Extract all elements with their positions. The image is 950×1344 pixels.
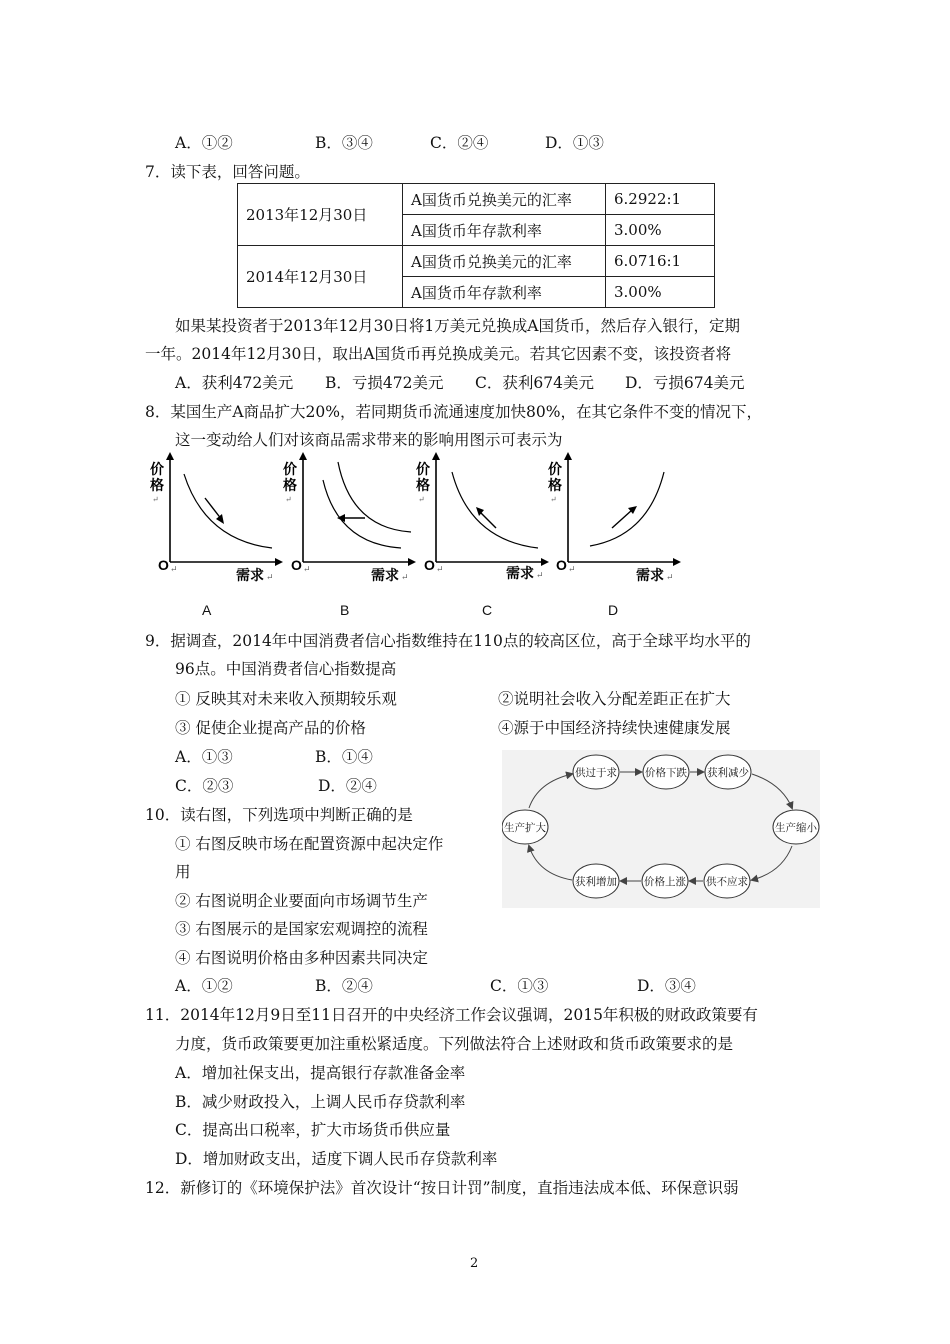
q10-item-4: ④ 右图说明价格由多种因素共同决定 [175, 949, 428, 967]
table-date-cell: 2014年12月30日 [238, 246, 403, 308]
q10-stem: 10．读右图，下列选项中判断正确的是 [145, 806, 413, 824]
q11-option-b: B．减少财政投入，上调人民币存贷款利率 [175, 1093, 466, 1111]
table-value-cell: 3.00% [606, 215, 715, 246]
q9-item-4: ④源于中国经济持续快速健康发展 [498, 719, 731, 737]
q9-option-b: B．①④ [315, 748, 373, 766]
q10-option-c: C．①③ [490, 977, 549, 995]
graph-a-origin-mark: ↵ [170, 565, 178, 575]
q10-item-1-cont: 用 [175, 863, 191, 881]
q11-stem-line-2: 力度，货币政策要更加注重松紧适度。下列做法符合上述财政和货币政策要求的是 [175, 1035, 734, 1053]
market-cycle-diagram [502, 750, 820, 908]
demand-graph-d [548, 452, 683, 582]
graph-c-xlabel-mark: ↵ [536, 571, 544, 581]
q6-option-a: A．①② [175, 134, 233, 152]
graph-c-ylabel-mark: ↵ [418, 495, 425, 504]
cycle-node-undersupply: 供不应求 [706, 876, 748, 888]
page-number: 2 [470, 1256, 479, 1271]
graph-c-ylabel-1: 价 [416, 461, 430, 477]
q7-stem: 7．读下表，回答问题。 [145, 163, 310, 181]
graph-d-ylabel-2: 格 [548, 477, 562, 493]
graph-a-xlabel-mark: ↵ [266, 573, 274, 582]
table-value-cell: 6.0716:1 [606, 246, 715, 277]
q7-text-line-1: 如果某投资者于2013年12月30日将1万美元兑换成A国货币，然后存入银行，定期 [175, 317, 740, 335]
table-value-cell: 3.00% [606, 277, 715, 308]
q7-text-line-2: 一年。2014年12月30日，取出A国货币再兑换成美元。若其它因素不变，该投资者将 [145, 345, 732, 363]
q7-option-c: C．获利674美元 [475, 374, 594, 392]
q9-item-3: ③ 促使企业提高产品的价格 [175, 719, 366, 737]
graph-c-origin: O [424, 557, 435, 573]
q9-option-a: A．①③ [175, 748, 233, 766]
q6-option-b: B．③④ [315, 134, 373, 152]
q9-option-c: C．②③ [175, 777, 234, 795]
graph-a-ylabel-mark: ↵ [152, 495, 159, 504]
q6-option-c: C．②④ [430, 134, 489, 152]
graph-d-origin: O [556, 557, 567, 573]
cycle-node-price-fall: 价格下跌 [645, 767, 687, 779]
graph-d-xlabel-mark: ↵ [666, 573, 674, 582]
graph-d-ylabel-mark: ↵ [550, 495, 557, 504]
cycle-node-oversupply: 供过于求 [575, 767, 617, 779]
q10-item-1: ① 右图反映市场在配置资源中起决定作 [175, 835, 444, 853]
table-value-cell: 6.2922:1 [606, 184, 715, 215]
graph-c-origin-mark: ↵ [436, 565, 444, 575]
q9-option-d: D．②④ [318, 777, 377, 795]
table-date-cell: 2013年12月30日 [238, 184, 403, 246]
graph-d-xlabel: 需求 [636, 567, 664, 582]
graph-b-origin-mark: ↵ [303, 565, 311, 575]
graph-b-ylabel-2: 格 [283, 477, 297, 493]
table-item-cell: A国货币年存款利率 [403, 277, 606, 308]
graph-label-d: D [608, 602, 619, 618]
q11-stem-line-1: 11．2014年12月9日至11日召开的中央经济工作会议强调，2015年积极的财政政策要有 [145, 1006, 758, 1024]
cycle-node-price-rise: 价格上涨 [644, 876, 686, 888]
table-item-cell: A国货币兑换美元的汇率 [403, 246, 606, 277]
graph-a-origin: O [158, 557, 169, 573]
q6-option-d: D．①③ [545, 134, 604, 152]
graph-d-origin-mark: ↵ [568, 565, 576, 575]
graph-a-xlabel: 需求 [236, 567, 264, 582]
q7-option-d: D．亏损674美元 [625, 374, 745, 392]
q7-option-b: B．亏损472美元 [325, 374, 444, 392]
q10-item-2: ② 右图说明企业要面向市场调节生产 [175, 892, 428, 910]
q8-stem-line-2: 这一变动给人们对该商品需求带来的影响用图示可表示为 [175, 431, 563, 449]
graph-label-c: C [482, 602, 493, 618]
graph-label-b: B [340, 602, 350, 618]
q10-option-a: A．①② [175, 977, 233, 995]
graph-d-ylabel-1: 价 [548, 461, 562, 477]
graph-label-a: A [202, 602, 212, 618]
graph-b-ylabel-mark: ↵ [285, 495, 292, 504]
exchange-rate-table [237, 183, 715, 308]
q11-option-c: C．提高出口税率，扩大市场货币供应量 [175, 1121, 451, 1139]
graph-c-ylabel-2: 格 [416, 477, 430, 493]
graph-c-xlabel: 需求 [506, 565, 534, 581]
q9-stem-line-2: 96点。中国消费者信心指数提高 [175, 660, 397, 678]
cycle-node-profit-up: 获利增加 [575, 876, 617, 888]
q9-stem-line-1: 9．据调查，2014年中国消费者信心指数维持在110点的较高区位，高于全球平均水平的 [145, 632, 751, 650]
cycle-node-profit-down: 获利减少 [707, 767, 749, 779]
graph-b-origin: O [291, 557, 302, 573]
demand-graph-b [283, 452, 418, 582]
graph-b-xlabel-mark: ↵ [401, 573, 409, 582]
q7-option-a: A．获利472美元 [175, 374, 294, 392]
q9-item-1: ① 反映其对未来收入预期较乐观 [175, 690, 397, 708]
q10-option-b: B．②④ [315, 977, 373, 995]
q9-item-2: ②说明社会收入分配差距正在扩大 [498, 690, 731, 708]
demand-graph-c [416, 452, 551, 582]
table-item-cell: A国货币兑换美元的汇率 [403, 184, 606, 215]
q10-item-3: ③ 右图展示的是国家宏观调控的流程 [175, 920, 428, 938]
demand-graph-a [150, 452, 285, 582]
table-item-cell: A国货币年存款利率 [403, 215, 606, 246]
graph-a-ylabel-1: 价 [150, 461, 164, 477]
graph-b-xlabel: 需求 [371, 567, 399, 582]
q12-stem: 12．新修订的《环境保护法》首次设计“按日计罚”制度，直指违法成本低、环保意识弱 [145, 1179, 739, 1197]
cycle-node-production-shrink: 生产缩小 [775, 822, 817, 834]
q10-option-d: D．③④ [637, 977, 696, 995]
graph-a-ylabel-2: 格 [150, 477, 164, 493]
q8-stem-line-1: 8．某国生产A商品扩大20%，若同期货币流通速度加快80%，在其它条件不变的情况下， [145, 403, 762, 421]
q11-option-d: D．增加财政支出，适度下调人民币存贷款利率 [175, 1150, 498, 1168]
graph-b-ylabel-1: 价 [283, 461, 297, 477]
cycle-node-production-expand: 生产扩大 [504, 822, 546, 834]
q11-option-a: A．增加社保支出，提高银行存款准备金率 [175, 1064, 466, 1082]
